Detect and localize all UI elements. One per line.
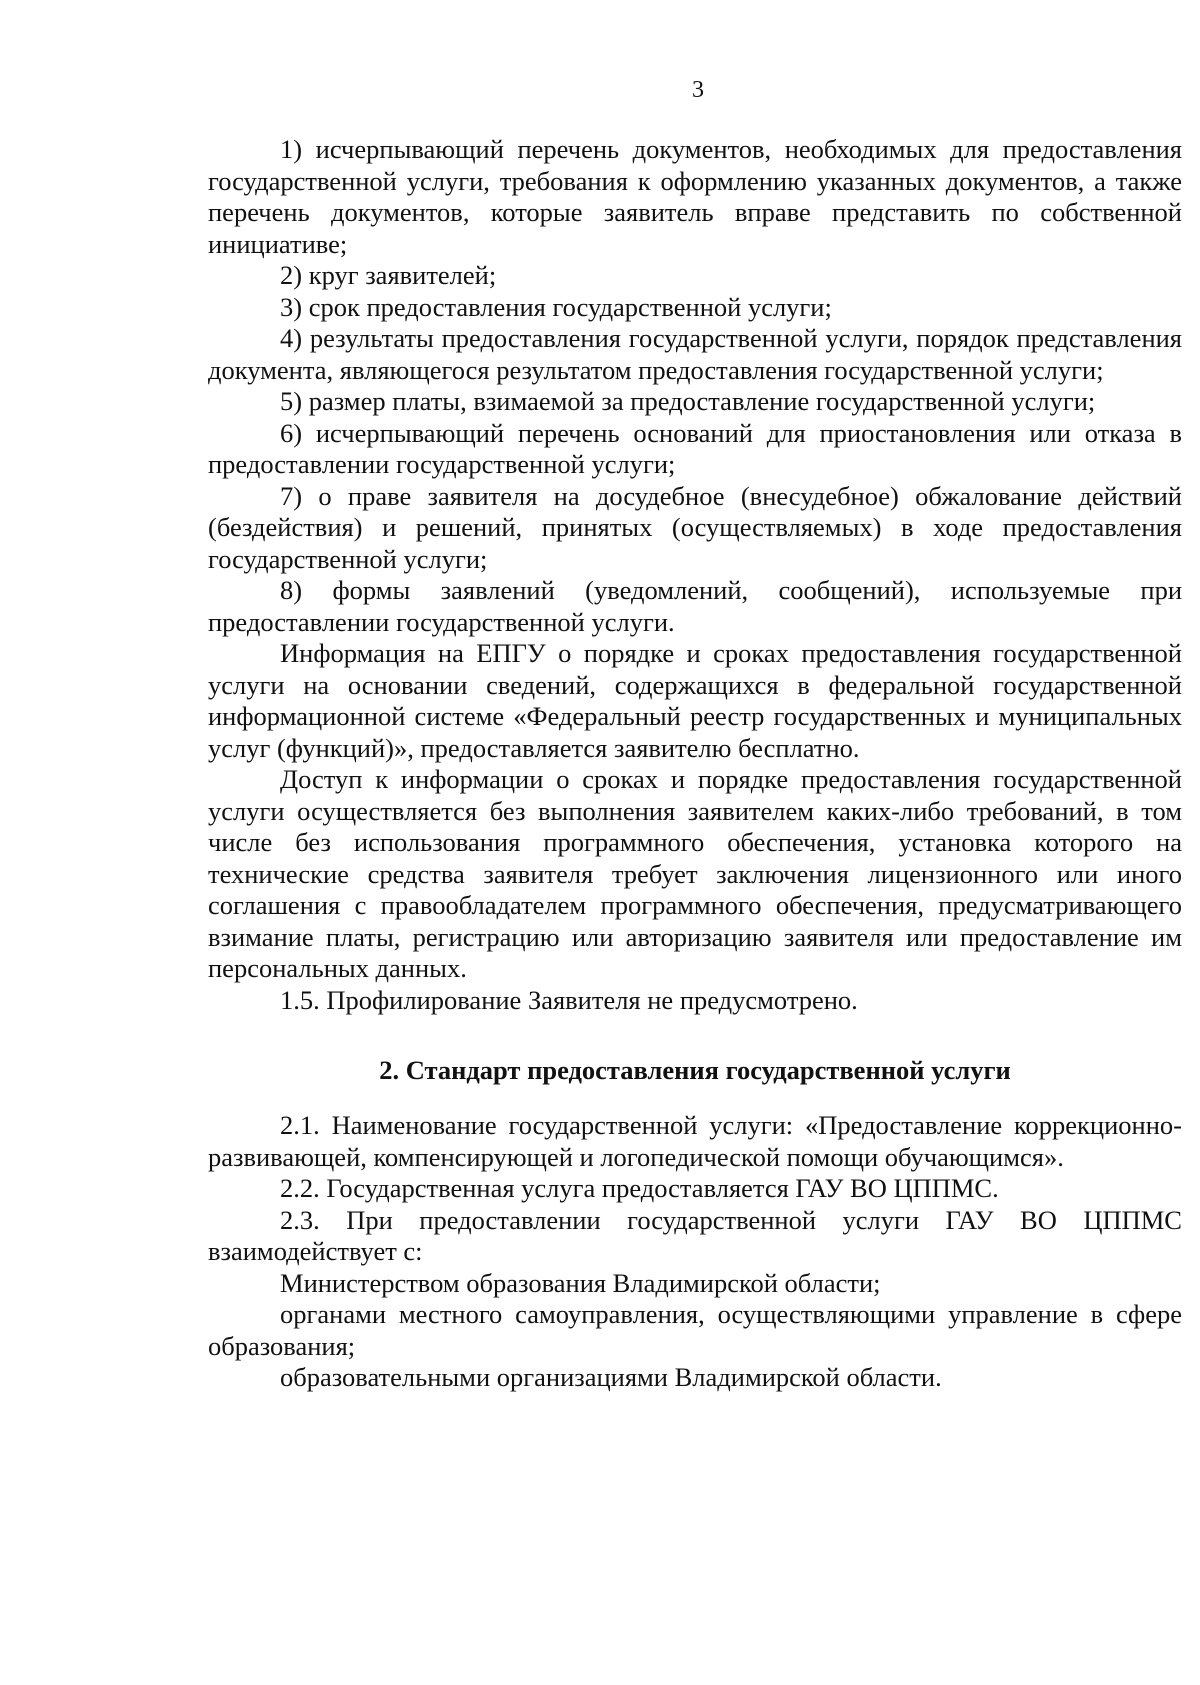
clause-2-3: 2.3. При предоставлении государственной услуги ГАУ ВО ЦППМС взаимодействует с: bbox=[208, 1204, 1182, 1266]
clause-2-1: 2.1. Наименование государственной услуги: «Предоставление коррекционно-развивающей, компенсирующей и логопедической помощи обучающимся». bbox=[208, 1110, 1182, 1172]
list-item-4: 4) результаты предоставления государственной услуги, порядок представления документа, являющегося результатом предоставления государственной услуги; bbox=[208, 323, 1182, 385]
interaction-item-local-authorities: органами местного самоуправления, осуществляющими управление в сфере образования; bbox=[208, 1299, 1182, 1361]
document-body bbox=[208, 134, 1182, 1394]
epgu-information-paragraph: Информация на ЕПГУ о порядке и сроках предоставления государственной услуги на основании сведений, содержащихся в федеральной государственной информационной системе «Федеральный реестр государственных и муниципальных услуг (функций)», предоставляется заявителю бесплатно. bbox=[208, 638, 1182, 763]
clause-1-5: 1.5. Профилирование Заявителя не предусмотрено. bbox=[280, 984, 858, 1015]
page-number: 3 bbox=[692, 77, 704, 103]
list-item-7: 7) о праве заявителя на досудебное (внесудебное) обжалование действий (бездействия) и решений, принятых (осуществляемых) в ходе предоставления государственной услуги; bbox=[208, 480, 1182, 574]
clause-2-2: 2.2. Государственная услуга предоставляется ГАУ ВО ЦППМС. bbox=[280, 1173, 999, 1203]
interaction-item-educational-organizations: образовательными организациями Владимирской области. bbox=[280, 1362, 942, 1392]
list-item-2: 2) круг заявителей; bbox=[280, 260, 497, 290]
interaction-item-ministry: Министерством образования Владимирской области; bbox=[280, 1267, 881, 1298]
list-item-6: 6) исчерпывающий перечень оснований для приостановления или отказа в предоставлении государственной услуги; bbox=[208, 417, 1182, 479]
list-item-3: 3) срок предоставления государственной услуги; bbox=[280, 291, 832, 322]
access-information-paragraph: Доступ к информации о сроках и порядке предоставления государственной услуги осуществляется без выполнения заявителем каких-либо требований, в том числе без использования программного обеспечения, установка которого на технические средства заявителя требует заключения лицензионного или иного соглашения с правообладателем программного обеспечения, предусматривающего взимание платы, регистрацию или авторизацию заявителя или предоставление им персональных данных. bbox=[208, 764, 1182, 983]
list-item-5: 5) размер платы, взимаемой за предоставление государственной услуги; bbox=[280, 386, 1096, 416]
list-item-1: 1) исчерпывающий перечень документов, необходимых для предоставления государственной услуги, требования к оформлению указанных документов, а также перечень документов, которые заявитель вправе представить по собственной инициативе; bbox=[208, 134, 1182, 259]
section-heading: 2. Стандарт предоставления государственной услуги bbox=[379, 1055, 1011, 1085]
list-item-8: 8) формы заявлений (уведомлений, сообщений), используемые при предоставлении государственной услуги. bbox=[208, 575, 1182, 637]
